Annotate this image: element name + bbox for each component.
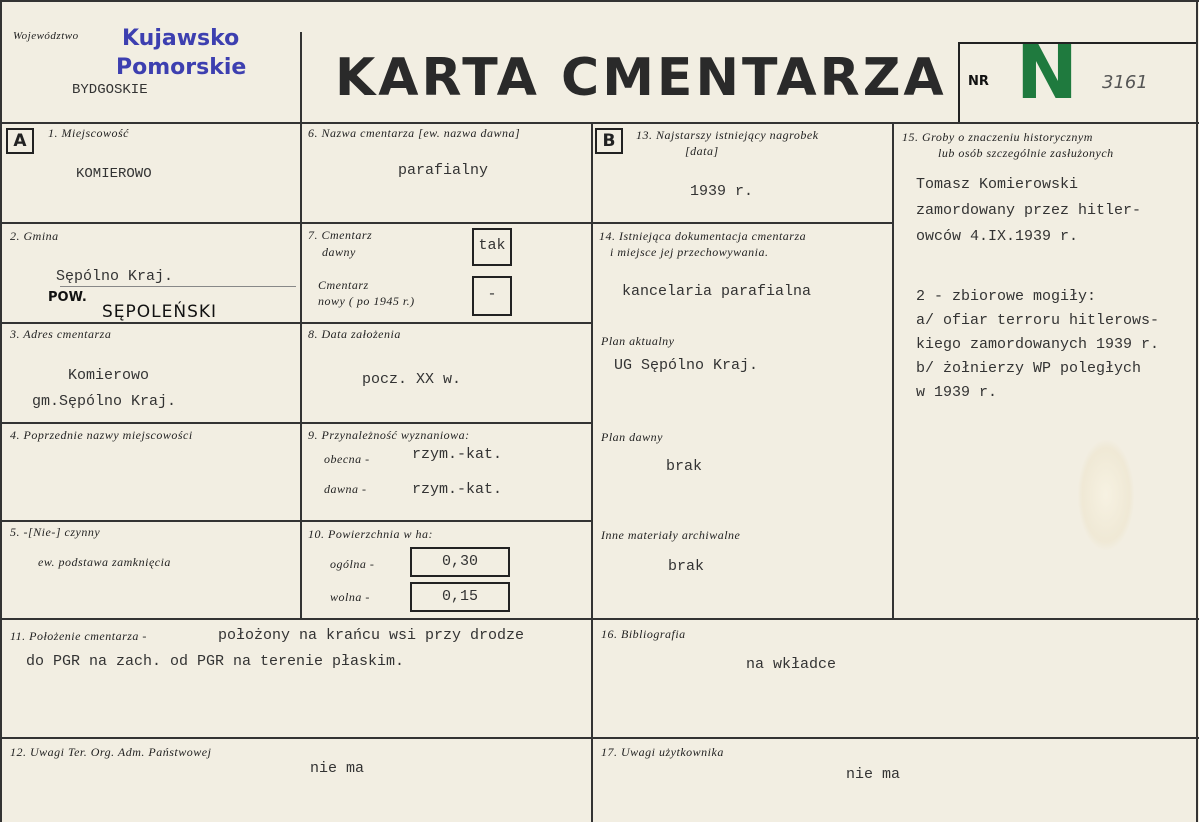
col2-vertical <box>591 122 593 822</box>
f13-value: 1939 r. <box>690 183 754 200</box>
wojewodztwo-label: Województwo <box>13 30 79 42</box>
f6-label: 6. Nazwa cmentarza [ew. nazwa dawna] <box>308 126 521 140</box>
f10-wolna-box: 0,15 <box>410 582 510 612</box>
plan-dawny-label: Plan dawny <box>601 430 663 444</box>
f13-label-1: 13. Najstarszy istniejący nagrobek <box>636 128 819 142</box>
f11-value-1: położony na krańcu wsi przy drodze <box>218 627 525 644</box>
plan-aktualny-value: UG Sępólno Kraj. <box>614 357 759 374</box>
f17-label: 17. Uwagi użytkownika <box>601 745 724 759</box>
f7-dawny-box: tak <box>472 228 512 266</box>
f15-value-list <box>916 176 1194 408</box>
f14-label-2: i miejsce jej przechowywania. <box>610 245 769 259</box>
f15-line: Tomasz Komierowski <box>916 176 1079 193</box>
f9-obecna-value: rzym.-kat. <box>412 446 503 463</box>
section-b-marker: B <box>595 128 623 154</box>
header-divider <box>0 122 1199 124</box>
f14-value: kancelaria parafialna <box>622 283 812 300</box>
f7-label-1: 7. Cmentarz <box>308 228 373 242</box>
col3-vertical <box>892 122 894 620</box>
typed-voivodeship: BYDGOSKIE <box>72 82 148 98</box>
f8-value: pocz. XX w. <box>362 371 462 388</box>
header-vertical <box>300 32 302 124</box>
f8-label: 8. Data założenia <box>308 327 401 341</box>
row3-divider <box>0 422 593 424</box>
f9-dawna-label: dawna - <box>324 482 367 496</box>
f15-line <box>916 254 1194 288</box>
f9-dawna-value: rzym.-kat. <box>412 481 503 498</box>
f16-label: 16. Bibliografia <box>601 627 686 641</box>
f1-value: KOMIEROWO <box>76 166 152 182</box>
f15-line: b/ żołnierzy WP poległych <box>916 360 1142 377</box>
f10-ogolna-box: 0,30 <box>410 547 510 577</box>
col1-vertical <box>300 122 302 620</box>
f15-line: owców 4.IX.1939 r. <box>916 228 1079 245</box>
f15-line: zamordowany przez hitler- <box>916 202 1142 219</box>
f1-label: 1. Miejscowość <box>48 126 129 140</box>
top-border <box>0 0 1199 2</box>
f3-label: 3. Adres cmentarza <box>10 327 112 341</box>
f9-label: 9. Przynależność wyznaniowa: <box>308 428 470 442</box>
f7-nowy-box: - <box>472 276 512 316</box>
f2-pow-value: SĘPOLEŃSKI <box>102 302 218 322</box>
plan-aktualny-label: Plan aktualny <box>601 334 675 348</box>
f11-label: 11. Położenie cmentarza - <box>10 629 147 643</box>
plan-dawny-value: brak <box>666 458 703 475</box>
section-a-marker: A <box>6 128 34 154</box>
f14-label-1: 14. Istniejąca dokumentacja cmentarza <box>599 229 807 243</box>
f15-line: w 1939 r. <box>916 384 998 401</box>
f5-sub: ew. podstawa zamknięcia <box>38 555 171 569</box>
nr-label: NR <box>968 74 989 89</box>
card-title: KARTA CMENTARZA <box>335 48 947 108</box>
paper-stain <box>1078 440 1134 550</box>
row2-divider <box>0 322 593 324</box>
f15-label-1: 15. Groby o znaczeniu historycznym <box>902 130 1093 144</box>
f12-label: 12. Uwagi Ter. Org. Adm. Państwowej <box>10 745 212 759</box>
f5-label: 5. -[Nie-] czynny <box>10 525 101 539</box>
row6-divider <box>0 737 1199 739</box>
f13-label-2: [data] <box>685 144 719 158</box>
f7-nowy-label-1: Cmentarz <box>318 278 369 292</box>
f2-pow-label: POW. <box>48 290 87 305</box>
f10-label: 10. Powierzchnia w ha: <box>308 527 433 541</box>
f15-label-2: lub osób szczególnie zasłużonych <box>938 146 1114 160</box>
f10-ogolna-label: ogólna - <box>330 557 375 571</box>
stamp-line-1: Kujawsko <box>122 26 240 51</box>
f12-value: nie ma <box>310 760 365 777</box>
f3-value-2: gm.Sępólno Kraj. <box>32 393 177 410</box>
f17-value: nie ma <box>846 766 901 783</box>
f3-value-1: Komierowo <box>68 367 150 384</box>
f16-value: na wkładce <box>746 656 837 673</box>
f11-value-2: do PGR na zach. od PGR na terenie płaskim. <box>26 653 405 670</box>
f6-value: parafialny <box>398 162 489 179</box>
nr-number: 3161 <box>1102 72 1148 93</box>
f10-wolna-label: wolna - <box>330 590 370 604</box>
f2-value: Sępólno Kraj. <box>56 268 174 285</box>
row4-divider <box>0 520 593 522</box>
f7-nowy-label-2: nowy ( po 1945 r.) <box>318 294 415 308</box>
inne-label: Inne materiały archiwalne <box>601 528 741 542</box>
row5-divider <box>0 618 1199 620</box>
f7-label-2: dawny <box>322 245 356 259</box>
nr-letter: N <box>1016 30 1078 116</box>
f4-label: 4. Poprzednie nazwy miejscowości <box>10 428 193 442</box>
f2-underline <box>60 286 296 287</box>
f15-line: kiego zamordowanych 1939 r. <box>916 336 1160 353</box>
f9-obecna-label: obecna - <box>324 452 370 466</box>
f2-label: 2. Gmina <box>10 229 59 243</box>
f15-line: a/ ofiar terroru hitlerows- <box>916 312 1160 329</box>
stamp-line-2: Pomorskie <box>116 55 247 80</box>
inne-value: brak <box>668 558 705 575</box>
row1-divider <box>0 222 892 224</box>
f15-line: 2 - zbiorowe mogiły: <box>916 288 1097 305</box>
